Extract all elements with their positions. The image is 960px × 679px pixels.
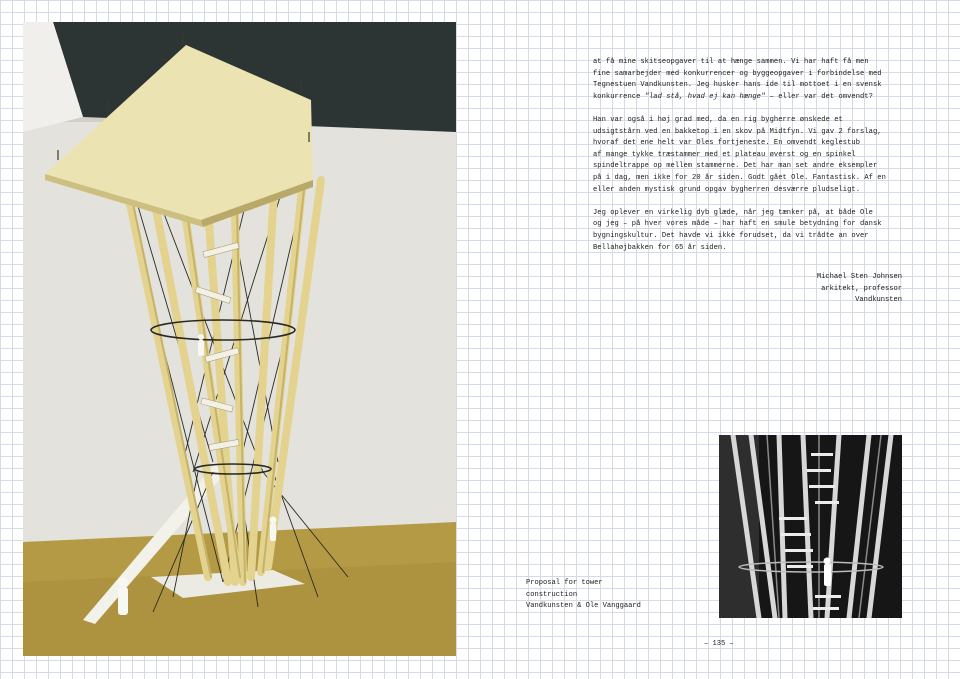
- text-line: Jeg oplever en virkelig dyb glæde, når jeg tænker på, at både Ole: [593, 208, 873, 217]
- caption-line: Vandkunsten & Ole Vanggaard: [526, 602, 641, 611]
- text-line: fine samarbejder med konkurrencer og byggeopgaver i forbindelse med: [593, 69, 882, 78]
- text-line: udsigtstårn ved en bakketop i en skov på Midtfyn. Vi gav 2 forslag,: [593, 127, 882, 136]
- author-title: arkitekt, professor: [821, 284, 902, 293]
- text-line: bygningskultur. Det havde vi ikke forudset, da vi trådte an over: [593, 231, 869, 240]
- stair-detail-illustration: [719, 435, 902, 618]
- text-line: [593, 92, 903, 104]
- author-signature: [817, 272, 902, 307]
- paragraph-3: [593, 208, 903, 254]
- tower-model-photo: [23, 22, 456, 656]
- text-line: og jeg – på hver vores måde – har haft en smule betydning for dansk: [593, 220, 882, 229]
- caption-line: Proposal for tower: [526, 579, 603, 587]
- text-line: Han var også i høj grad med, da en rig bygherre ønskede et: [593, 115, 843, 124]
- text-line: på i dag, men ikke for 20 år siden. Godt gået Ole. Fantastisk. Af en: [593, 173, 886, 182]
- page-number: – 135 –: [704, 640, 734, 648]
- paragraph-1: [593, 57, 903, 103]
- text-fragment: konkurrence: [593, 92, 645, 101]
- text-line: eller anden mystisk grund opgav bygherren desværre pludseligt.: [593, 185, 861, 194]
- author-name: Michael Sten Johnsen: [816, 273, 902, 281]
- paragraph-2: [593, 115, 903, 196]
- caption-line: construction: [526, 590, 578, 599]
- stair-detail-photo: [719, 435, 902, 618]
- author-firm: Vandkunsten: [855, 296, 902, 305]
- body-text: [593, 57, 903, 266]
- tower-model-illustration: [23, 22, 456, 656]
- text-fragment: – eller var det omvendt?: [765, 92, 873, 101]
- text-line: spindeltrappe op mellem stammerne. Det har man set andre eksempler: [593, 162, 878, 171]
- text-line: Bellahøjbakken for 65 år siden.: [593, 243, 727, 252]
- photo-caption: [526, 578, 641, 613]
- text-line: hvoraf det ene helt var Oles fortjeneste. En omvendt keglestub: [593, 139, 861, 148]
- text-line: at få mine skitseopgaver til at hænge sammen. Vi har haft få men: [593, 58, 869, 66]
- text-line: af mange tykke træstammer med et plateau øverst og en spinkel: [593, 150, 856, 159]
- quoted-motto: "lad stå, hvad ej kan hænge": [644, 92, 766, 101]
- text-line: Tegnestuen Vandkunsten. Jeg husker hans ide til mottoet i en svensk: [593, 81, 882, 90]
